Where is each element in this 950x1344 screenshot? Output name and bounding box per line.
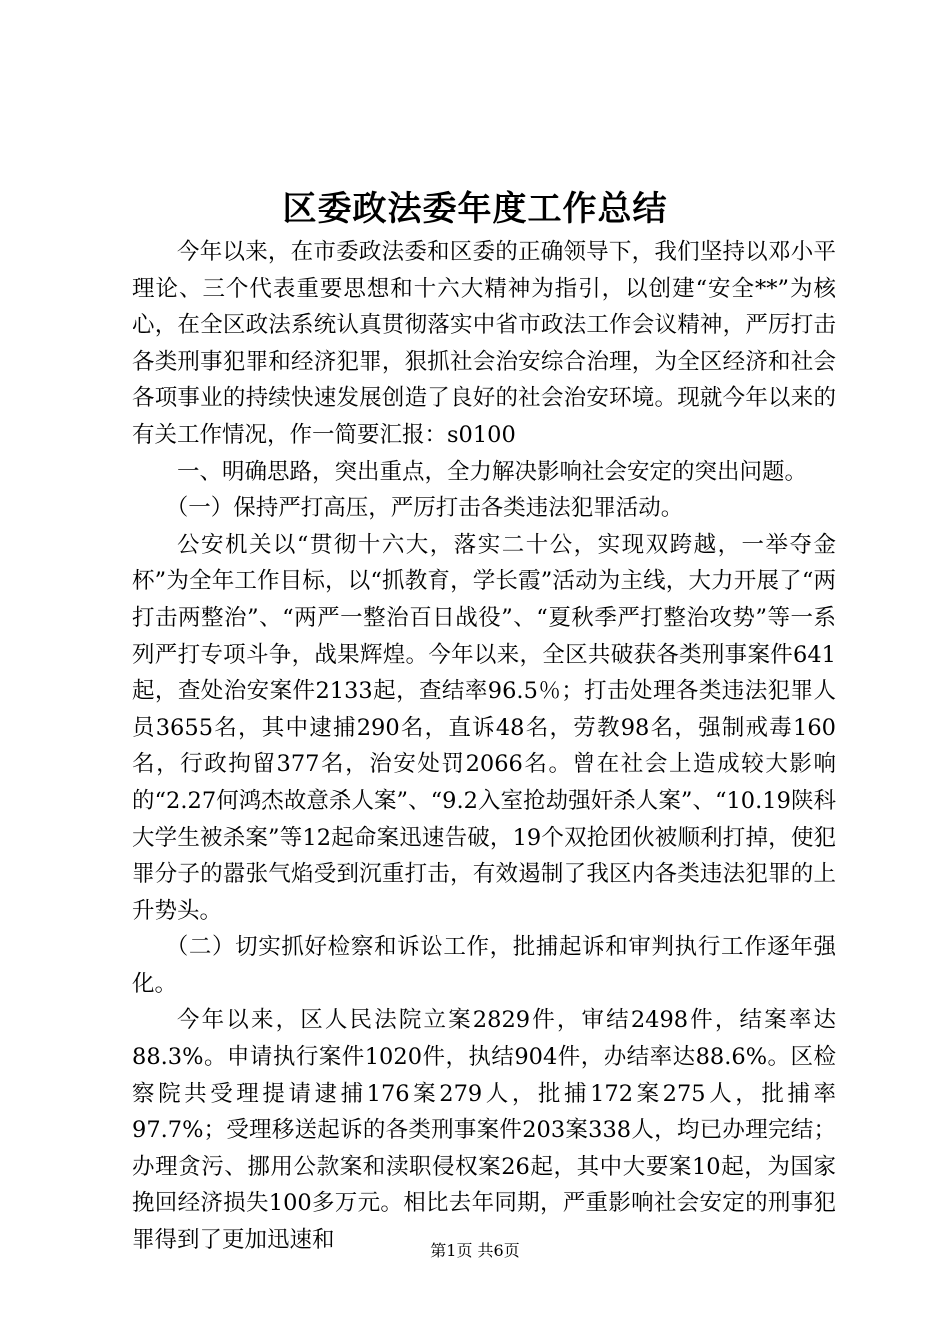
subsection-heading-2: （二）切实抓好检察和诉讼工作，批捕起诉和审判执行工作逐年强化。	[132, 934, 836, 997]
section-heading-1: 一、明确思路，突出重点，全力解决影响社会安定的突出问题。	[177, 458, 808, 485]
paragraph-court-procuratorate: 今年以来，区人民法院立案2829件，审结2498件，结案率达88.3%。申请执行案件1020件，执结904件，办结率达88.6%。区检察院共受理提请逮捕176案279人，批捕172案275人，批捕率97.7%；受理移送起诉的各类刑事案件203案338人，均已办理完结；办理贪污、挪用公款案和渎职侵权案26起，其中大要案10起，为国家挽回经济损失100多万元。相比去年同期，严重影响社会安定的刑事犯罪得到了更加迅速和	[132, 1007, 836, 1254]
paragraph-intro: 今年以来，在市委政法委和区委的正确领导下，我们坚持以邓小平理论、三个代表重要思想和十六大精神为指引，以创建“安全**”为核心，在全区政法系统认真贯彻落实中省市政法工作会议精神，严厉打击各类刑事犯罪和经济犯罪，狠抓社会治安综合治理，为全区经济和社会各项事业的持续快速发展创造了良好的社会治安环境。现就今年以来的有关工作情况，作一简要汇报：s0100	[132, 239, 836, 448]
page-footer: 第1页 共6页	[430, 1241, 520, 1260]
document-body	[132, 234, 836, 1259]
document-title: 区委政法委年度工作总结	[282, 189, 668, 229]
subsection-heading-1: （一）保持严打高压，严厉打击各类违法犯罪活动。	[165, 495, 684, 522]
paragraph-public-security: 公安机关以“贯彻十六大，落实二十公，实现双跨越，一举夺金杯”为全年工作目标，以“抓教育，学长霞”活动为主线，大力开展了“两打击两整治”、“两严一整治百日战役”、“夏秋季严打整治攻势”等一系列严打专项斗争，战果辉煌。今年以来，全区共破获各类刑事案件641起，查处治安案件2133起，查结率96.5％；打击处理各类违法犯罪人员3655名，其中逮捕290名，直诉48名，劳教98名，强制戒毒160名，行政拘留377名，治安处罚2066名。曾在社会上造成较大影响的“2.27何鸿杰故意杀人案”、“9.2入室抢劫强奸杀人案”、“10.19陕科大学生被杀案”等12起命案迅速告破，19个双抢团伙被顺利打掉，使犯罪分子的嚣张气焰受到沉重打击，有效遏制了我区内各类违法犯罪的上升势头。	[132, 531, 836, 924]
